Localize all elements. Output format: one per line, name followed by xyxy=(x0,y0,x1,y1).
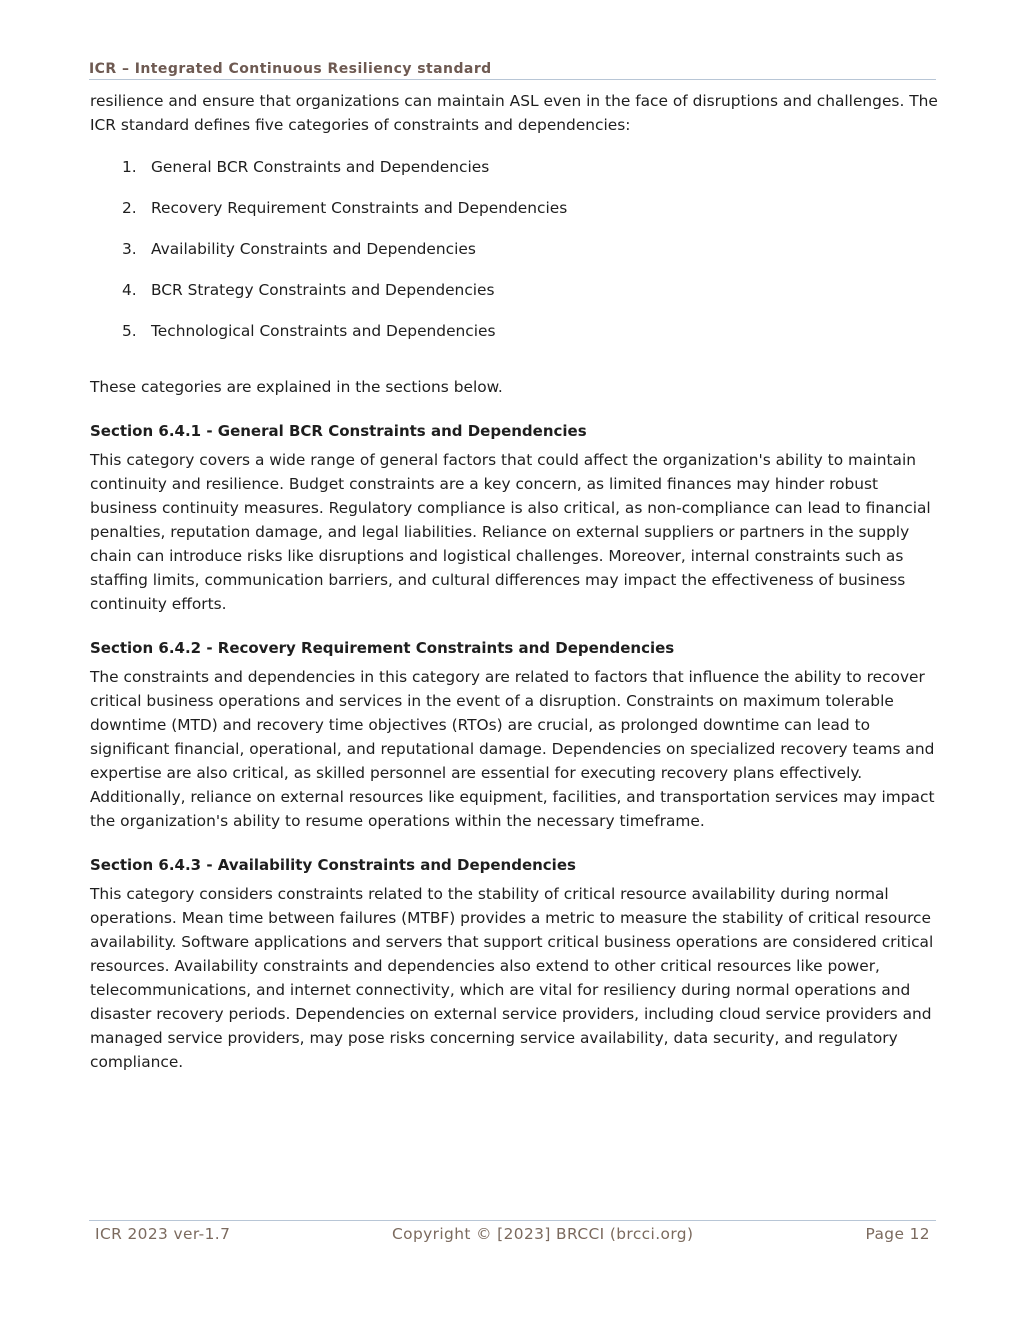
list-item-label: BCR Strategy Constraints and Dependencies xyxy=(151,281,495,299)
categories-explained-note: These categories are explained in the sections below. xyxy=(90,378,503,396)
list-item-label: Availability Constraints and Dependencies xyxy=(151,240,476,258)
page-content xyxy=(90,89,940,1074)
section-6-4-2-body: The constraints and dependencies in this category are related to factors that influence the ability to recover critical business operations and services in the event of a disruption. Constraints on maximum tolerable downtime (MTD) and recovery time objectives (RTOs) are crucial, as prolonged downtime can lead to significant financial, operational, and reputational damage. Dependencies on specialized recovery teams and expertise are also critical, as skilled personnel are essential for executing recovery plans effectively. Additionally, reliance on external resources like equipment, facilities, and transportation services may impact the organization's ability to resume operations within the necessary timeframe. xyxy=(90,668,935,830)
list-item-number: 3. xyxy=(122,240,137,258)
list-item-number: 2. xyxy=(122,199,137,217)
list-item xyxy=(90,319,940,343)
footer-version: ICR 2023 ver-1.7 xyxy=(95,1225,231,1243)
running-footer xyxy=(89,1220,936,1243)
list-item xyxy=(90,196,940,220)
list-item-label: General BCR Constraints and Dependencies xyxy=(151,158,490,176)
running-header: ICR – Integrated Continuous Resiliency standard xyxy=(89,61,936,80)
footer-page-number: Page 12 xyxy=(865,1225,930,1243)
categories-list xyxy=(90,155,940,343)
footer-copyright: Copyright © [2023] BRCCI (brcci.org) xyxy=(392,1225,694,1243)
section-6-4-2-heading: Section 6.4.2 - Recovery Requirement Constraints and Dependencies xyxy=(90,639,675,657)
section-6-4-1-heading: Section 6.4.1 - General BCR Constraints and Dependencies xyxy=(90,422,587,440)
list-item xyxy=(90,155,940,179)
section-6-4-3-heading: Section 6.4.3 - Availability Constraints and Dependencies xyxy=(90,856,576,874)
list-item-label: Recovery Requirement Constraints and Dependencies xyxy=(151,199,568,217)
list-item-number: 5. xyxy=(122,322,137,340)
list-item-number: 4. xyxy=(122,281,137,299)
list-item-number: 1. xyxy=(122,158,137,176)
section-6-4-3-body: This category considers constraints related to the stability of critical resource availability during normal operations. Mean time between failures (MTBF) provides a metric to measure the stability of critical resource availability. Software applications and servers that support critical business operations are considered critical resources. Availability constraints and dependencies also extend to other critical resources like power, telecommunications, and internet connectivity, which are vital for resiliency during normal operations and disaster recovery periods. Dependencies on external service providers, including cloud service providers and managed service providers, may pose risks concerning service availability, data security, and regulatory compliance. xyxy=(90,885,934,1071)
list-item-label: Technological Constraints and Dependencies xyxy=(151,322,496,340)
list-item xyxy=(90,237,940,261)
list-item xyxy=(90,278,940,302)
intro-paragraph: resilience and ensure that organizations can maintain ASL even in the face of disruptions and challenges. The ICR standard defines five categories of constraints and dependencies: xyxy=(90,92,938,134)
section-6-4-1-body: This category covers a wide range of general factors that could affect the organization's ability to maintain continuity and resilience. Budget constraints are a key concern, as limited finances may hinder robust business continuity measures. Regulatory compliance is also critical, as non-compliance can lead to financial penalties, reputation damage, and legal liabilities. Reliance on external suppliers or partners in the supply chain can introduce risks like disruptions and logistical challenges. Moreover, internal constraints such as staffing limits, communication barriers, and cultural differences may impact the effectiveness of business continuity efforts. xyxy=(90,451,931,613)
